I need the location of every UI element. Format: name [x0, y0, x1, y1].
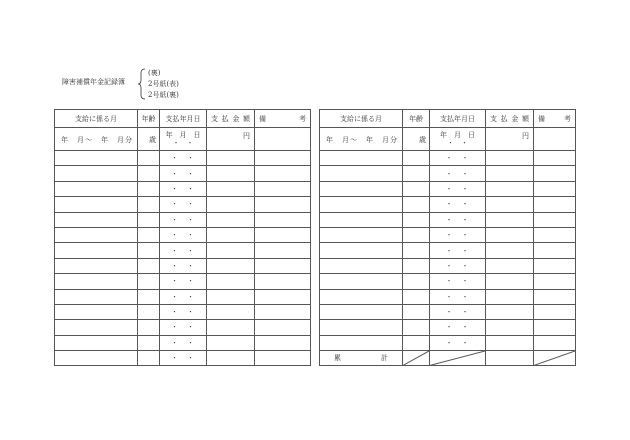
amount-cell[interactable] — [486, 351, 534, 366]
remarks-cell[interactable] — [255, 304, 311, 319]
age-cell[interactable] — [403, 212, 430, 227]
date-cell[interactable]: ・ ・ — [430, 151, 486, 166]
diagonal-strike — [430, 351, 485, 365]
age-cell[interactable] — [138, 320, 160, 335]
table-row — [320, 128, 576, 151]
date-cell[interactable]: ・ ・ — [430, 212, 486, 227]
date-cell[interactable]: ・ ・ — [160, 181, 207, 196]
header-month: 支給に係る月 — [55, 110, 138, 128]
remarks-cell[interactable] — [534, 151, 576, 166]
remarks-cell[interactable] — [255, 227, 311, 242]
header-remarks: 備 考 — [534, 110, 576, 128]
table-row — [55, 166, 311, 181]
date-cell[interactable]: ・ ・ — [160, 335, 207, 350]
remarks-cell[interactable] — [534, 212, 576, 227]
amount-cell[interactable] — [486, 243, 534, 258]
period-cell[interactable] — [55, 335, 138, 350]
remarks-cell[interactable] — [534, 227, 576, 242]
age-cell[interactable] — [403, 227, 430, 242]
period-cell[interactable] — [55, 227, 138, 242]
table-row — [55, 351, 311, 366]
table-row — [55, 243, 311, 258]
left-ledger-table — [54, 109, 311, 366]
table-row — [55, 197, 311, 212]
table-row — [55, 181, 311, 196]
header-date: 支払年月日 — [430, 110, 486, 128]
amount-cell[interactable] — [486, 227, 534, 242]
period-cell[interactable] — [55, 151, 138, 166]
remarks-cell[interactable] — [255, 274, 311, 289]
period-cell[interactable] — [320, 274, 403, 289]
amount-cell[interactable] — [486, 304, 534, 319]
age-cell[interactable] — [403, 289, 430, 304]
period-cell[interactable] — [55, 181, 138, 196]
remarks-cell[interactable] — [534, 274, 576, 289]
remarks-cell[interactable] — [534, 320, 576, 335]
amount-cell[interactable] — [486, 212, 534, 227]
date-cell[interactable]: ・ ・ — [430, 335, 486, 350]
amount-cell[interactable] — [207, 304, 255, 319]
date-cell[interactable]: ・ ・ — [160, 212, 207, 227]
remarks-cell[interactable] — [255, 151, 311, 166]
remarks-cell[interactable] — [255, 351, 311, 366]
remarks-cell[interactable] — [534, 181, 576, 196]
remarks-cell[interactable] — [534, 335, 576, 350]
struck-cell — [403, 351, 430, 366]
table-row — [320, 258, 576, 273]
date-cell[interactable]: 年 月 日 ・ ・ — [160, 128, 207, 151]
table-row — [320, 197, 576, 212]
remarks-cell[interactable] — [255, 128, 311, 151]
age-cell[interactable] — [403, 304, 430, 319]
remarks-cell[interactable] — [255, 258, 311, 273]
table-row — [320, 274, 576, 289]
table-row — [55, 289, 311, 304]
age-cell[interactable] — [138, 243, 160, 258]
period-cell[interactable] — [320, 289, 403, 304]
date-cell[interactable]: ・ ・ — [160, 351, 207, 366]
header-date: 支払年月日 — [160, 110, 207, 128]
period-cell[interactable] — [55, 243, 138, 258]
brace-icon — [137, 68, 147, 100]
table-row — [55, 258, 311, 273]
remarks-cell[interactable] — [255, 289, 311, 304]
amount-cell[interactable] — [207, 212, 255, 227]
amount-cell[interactable] — [207, 274, 255, 289]
age-cell[interactable] — [138, 197, 160, 212]
table-row — [55, 274, 311, 289]
date-cell[interactable]: ・ ・ — [160, 166, 207, 181]
remarks-cell[interactable] — [255, 335, 311, 350]
date-cell[interactable]: ・ ・ — [160, 320, 207, 335]
table-row — [320, 166, 576, 181]
amount-cell[interactable] — [486, 335, 534, 350]
date-cell[interactable]: ・ ・ — [430, 181, 486, 196]
table-row — [55, 128, 311, 151]
form-variant-list — [148, 68, 179, 101]
ledger-title: 障害補償年金記録簿 — [62, 78, 125, 86]
amount-cell[interactable] — [207, 335, 255, 350]
struck-cell — [534, 351, 576, 366]
diagonal-strike — [403, 351, 429, 365]
remarks-cell[interactable] — [534, 197, 576, 212]
amount-cell[interactable] — [486, 197, 534, 212]
amount-cell[interactable]: 円 — [486, 128, 534, 151]
period-cell[interactable] — [320, 243, 403, 258]
form-variant-2-back: 2号紙(裏) — [148, 91, 179, 99]
age-cell[interactable] — [403, 243, 430, 258]
period-cell[interactable] — [55, 197, 138, 212]
remarks-cell[interactable] — [255, 197, 311, 212]
amount-cell[interactable] — [486, 258, 534, 273]
date-cell[interactable]: ・ ・ — [430, 320, 486, 335]
amount-cell[interactable] — [207, 320, 255, 335]
date-cell[interactable]: ・ ・ — [160, 227, 207, 242]
header-age: 年齢 — [403, 110, 430, 128]
period-cell[interactable] — [55, 212, 138, 227]
age-cell[interactable]: 歳 — [403, 128, 430, 151]
period-cell[interactable] — [320, 212, 403, 227]
date-cell[interactable]: ・ ・ — [160, 197, 207, 212]
period-cell[interactable] — [55, 304, 138, 319]
age-cell[interactable] — [403, 335, 430, 350]
period-cell[interactable] — [320, 320, 403, 335]
amount-cell[interactable] — [486, 289, 534, 304]
age-cell[interactable] — [138, 212, 160, 227]
date-cell[interactable]: ・ ・ — [430, 227, 486, 242]
date-cell[interactable]: ・ ・ — [430, 258, 486, 273]
amount-cell[interactable] — [207, 258, 255, 273]
remarks-cell[interactable] — [255, 320, 311, 335]
period-cell[interactable] — [320, 166, 403, 181]
period-cell[interactable] — [55, 258, 138, 273]
table-row — [55, 151, 311, 166]
table-row — [320, 304, 576, 319]
age-cell[interactable] — [138, 181, 160, 196]
period-cell[interactable] — [55, 166, 138, 181]
amount-cell[interactable] — [486, 181, 534, 196]
remarks-cell[interactable] — [534, 258, 576, 273]
header-amount: 支 払 金 額 — [207, 110, 255, 128]
amount-cell[interactable] — [486, 320, 534, 335]
age-cell[interactable] — [403, 320, 430, 335]
remarks-cell[interactable] — [255, 212, 311, 227]
amount-cell[interactable] — [486, 166, 534, 181]
remarks-cell[interactable] — [255, 181, 311, 196]
remarks-cell[interactable] — [534, 243, 576, 258]
table-row — [55, 227, 311, 242]
amount-cell[interactable] — [207, 227, 255, 242]
date-cell[interactable]: ・ ・ — [430, 304, 486, 319]
amount-cell[interactable] — [207, 197, 255, 212]
age-cell[interactable] — [403, 166, 430, 181]
period-cell[interactable] — [55, 320, 138, 335]
remarks-cell[interactable] — [534, 304, 576, 319]
date-cell[interactable]: ・ ・ — [160, 289, 207, 304]
table-row — [55, 212, 311, 227]
age-cell[interactable] — [138, 166, 160, 181]
period-cell[interactable] — [320, 181, 403, 196]
date-cell[interactable]: ・ ・ — [430, 289, 486, 304]
period-cell[interactable]: 年 月～ 年 月分 — [55, 128, 138, 151]
date-cell[interactable]: ・ ・ — [430, 243, 486, 258]
remarks-cell[interactable] — [255, 166, 311, 181]
age-cell[interactable] — [403, 151, 430, 166]
period-cell[interactable] — [320, 151, 403, 166]
table-row — [55, 335, 311, 350]
amount-cell[interactable] — [207, 166, 255, 181]
period-cell[interactable] — [55, 274, 138, 289]
age-cell[interactable] — [138, 274, 160, 289]
age-cell[interactable] — [138, 258, 160, 273]
date-cell[interactable]: ・ ・ — [430, 274, 486, 289]
age-cell[interactable] — [138, 151, 160, 166]
table-row — [55, 320, 311, 335]
header-remarks: 備 考 — [255, 110, 311, 128]
remarks-cell[interactable] — [534, 289, 576, 304]
header-row — [320, 110, 576, 128]
age-cell[interactable] — [403, 197, 430, 212]
right-ledger-table — [319, 109, 576, 366]
table-row — [320, 243, 576, 258]
table-row — [320, 335, 576, 350]
table-row — [55, 304, 311, 319]
remarks-cell[interactable] — [534, 166, 576, 181]
date-cell[interactable]: 年 月 日 ・ ・ — [430, 128, 486, 151]
period-cell[interactable] — [55, 351, 138, 366]
amount-cell[interactable] — [207, 289, 255, 304]
period-cell[interactable] — [320, 227, 403, 242]
table-row — [320, 289, 576, 304]
cumulative-label: 累 計 — [320, 351, 403, 366]
age-cell[interactable] — [403, 181, 430, 196]
date-cell[interactable]: ・ ・ — [160, 274, 207, 289]
amount-cell[interactable]: 円 — [207, 128, 255, 151]
header-row — [55, 110, 311, 128]
period-cell[interactable] — [320, 197, 403, 212]
header-month: 支給に係る月 — [320, 110, 403, 128]
age-cell[interactable] — [403, 274, 430, 289]
period-cell[interactable] — [320, 304, 403, 319]
date-cell[interactable]: ・ ・ — [160, 243, 207, 258]
table-row — [320, 181, 576, 196]
date-cell[interactable]: ・ ・ — [160, 304, 207, 319]
remarks-cell[interactable] — [534, 128, 576, 151]
table-row — [320, 320, 576, 335]
date-cell[interactable]: ・ ・ — [430, 166, 486, 181]
age-cell[interactable] — [138, 304, 160, 319]
period-cell[interactable] — [320, 258, 403, 273]
remarks-cell[interactable] — [255, 243, 311, 258]
age-cell[interactable] — [138, 289, 160, 304]
form-variant-back: (裏) — [148, 69, 161, 77]
header-amount: 支 払 金 額 — [486, 110, 534, 128]
age-cell[interactable] — [138, 227, 160, 242]
header-age: 年齢 — [138, 110, 160, 128]
date-cell[interactable]: ・ ・ — [160, 258, 207, 273]
table-row — [320, 212, 576, 227]
diagonal-strike — [534, 351, 575, 365]
period-cell[interactable] — [55, 289, 138, 304]
amount-cell[interactable] — [207, 351, 255, 366]
amount-cell[interactable] — [486, 151, 534, 166]
table-row — [320, 151, 576, 166]
amount-cell[interactable] — [207, 151, 255, 166]
date-cell[interactable]: ・ ・ — [160, 151, 207, 166]
amount-cell[interactable] — [207, 243, 255, 258]
form-variant-2-front: 2号紙(表) — [148, 80, 179, 88]
period-cell[interactable]: 年 月～ 年 月分 — [320, 128, 403, 151]
period-cell[interactable] — [320, 335, 403, 350]
amount-cell[interactable] — [486, 274, 534, 289]
cumulative-row — [320, 351, 576, 366]
age-cell[interactable]: 歳 — [138, 128, 160, 151]
age-cell[interactable] — [138, 335, 160, 350]
age-cell[interactable] — [138, 351, 160, 366]
amount-cell[interactable] — [207, 181, 255, 196]
age-cell[interactable] — [403, 258, 430, 273]
struck-cell — [430, 351, 486, 366]
table-row — [320, 227, 576, 242]
date-cell[interactable]: ・ ・ — [430, 197, 486, 212]
